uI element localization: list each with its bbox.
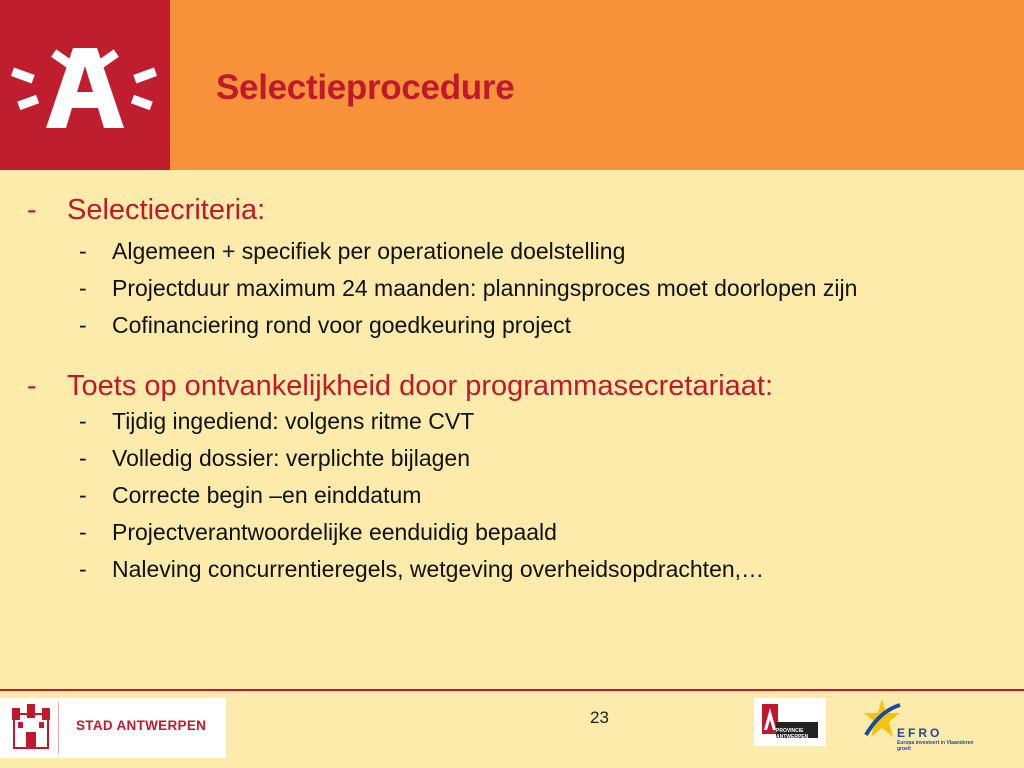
- page-number: 23: [590, 708, 609, 727]
- slide-content: [0, 190, 1024, 585]
- antwerp-a-logo: [0, 0, 170, 170]
- logo-divider: [58, 702, 59, 754]
- list-item: - Correcte begin –en einddatum: [79, 482, 422, 508]
- efro-logo-text: EFRO: [897, 726, 943, 740]
- efro-star-icon: [862, 695, 902, 745]
- provincie-logo-text: PROVINCIE ANTWERPEN: [776, 728, 809, 740]
- list-item: - Projectverantwoordelijke eenduidig bepaald: [79, 519, 557, 545]
- list-item: - Cofinanciering rond voor goedkeuring project: [79, 312, 572, 338]
- castle-icon: [6, 698, 56, 758]
- list-item: - Tijdig ingediend: volgens ritme CVT: [79, 408, 475, 434]
- section-heading: - Selectiecriteria:: [27, 194, 266, 226]
- slide-title: Selectieprocedure: [216, 68, 515, 107]
- section-heading: - Toets op ontvankelijkheid door programmasecretariaat:: [27, 370, 774, 402]
- list-item: - Volledig dossier: verplichte bijlagen: [79, 445, 470, 471]
- stad-antwerpen-label: STAD ANTWERPEN: [76, 718, 207, 733]
- efro-logo-subtext: Europa investeert in Vlaanderen groeit: [897, 740, 974, 752]
- antwerp-a-logo-icon: [0, 0, 170, 170]
- footer-divider: [0, 689, 1024, 691]
- list-item: - Naleving concurrentieregels, wetgeving overheidsopdrachten,…: [79, 556, 765, 582]
- list-item: - Projectduur maximum 24 maanden: planningsproces moet doorlopen zijn: [79, 275, 858, 301]
- list-item: - Algemeen + specifiek per operationele doelstelling: [79, 238, 626, 264]
